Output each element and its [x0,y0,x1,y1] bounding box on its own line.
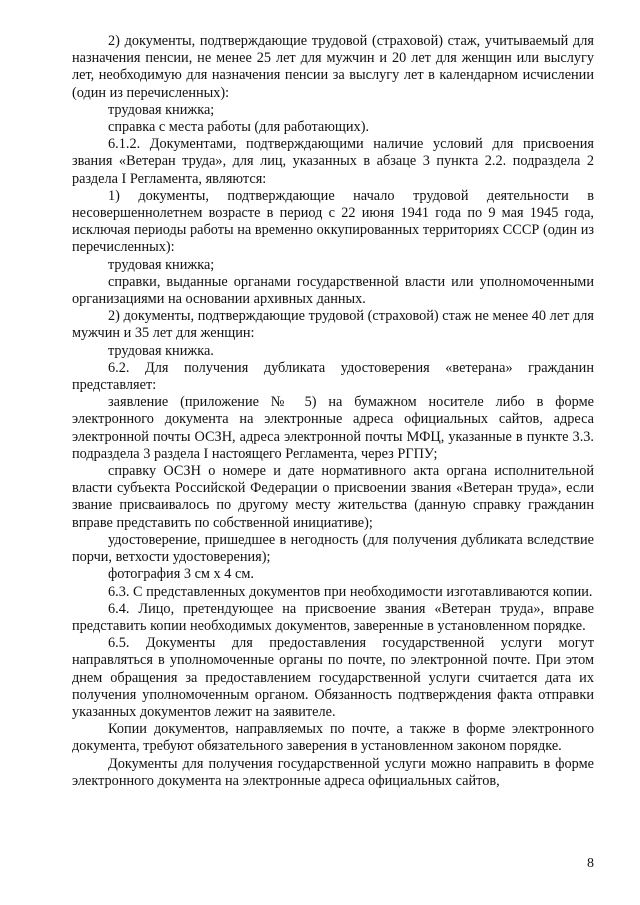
paragraph: трудовая книжка; [108,101,215,118]
document-body [72,33,594,790]
paragraph: 6.2. Для получения дубликата удостоверения «ветерана» гражданин представляет: [72,359,594,394]
paragraph: трудовая книжка; [108,256,215,273]
paragraph: 6.4. Лицо, претендующее на присвоение звания «Ветеран труда», вправе представить копии необходимых документов, заверенные в установленном порядке. [72,600,594,634]
page-number: 8 [587,856,594,871]
paragraph: справка с места работы (для работающих). [108,119,370,136]
paragraph: 6.3. С представленных документов при необходимости изготавливаются копии. [108,583,593,600]
paragraph: справку ОСЗН о номере и дате нормативного акта органа исполнительной власти субъекта Российской Федерации о присвоении звания «Ветеран труда», если звание присваивалось по другому месту жительства (данную справку гражданин вправе представить по собственной инициативе); [72,463,594,531]
paragraph: 6.1.2. Документами, подтверждающими наличие условий для присвоения звания «Ветеран труда», для лиц, указанных в абзаце 3 пункта 2.2. подраздела 2 раздела I Регламента, являются: [72,136,594,187]
paragraph: 6.5. Документы для предоставления государственной услуги могут направляться в уполномоченные органы по почте, по электронной почте. При этом днем обращения за предоставлением государственной услуги считается дата их получения уполномоченным органом. Обязанность подтверждения факта отправки указанных документов лежит на заявителе. [72,635,594,720]
paragraph: фотография 3 см х 4 см. [108,566,254,583]
paragraph: заявление (приложение № 5) на бумажном носителе либо в форме электронного документа на электронные адреса официальных сайтов, адреса электронной почты ОСЗН, адреса электронной почты МФЦ, указанные в пункте 3.3. подраздела 3 раздела I настоящего Регламента, через РГПУ; [72,394,594,462]
paragraph: Копии документов, направляемых по почте, а также в форме электронного документа, требуют обязательного заверения в установленном законом порядке. [72,721,594,755]
paragraph: 2) документы, подтверждающие трудовой (страховой) стаж не менее 40 лет для мужчин и 35 лет для женщин: [72,308,594,342]
paragraph: трудовая книжка. [108,342,214,359]
paragraph: 1) документы, подтверждающие начало трудовой деятельности в несовершеннолетнем возрасте в период с 22 июня 1941 года по 9 мая 1945 года, исключая периоды работы на временно оккупированных территориях СССР (один из перечисленных): [72,187,594,256]
paragraph: справки, выданные органами государственной власти или уполномоченными организациями на основании архивных данных. [72,273,594,308]
paragraph: удостоверение, пришедшее в негодность (для получения дубликата вследствие порчи, ветхости удостоверения); [72,531,594,566]
paragraph: 2) документы, подтверждающие трудовой (страховой) стаж, учитываемый для назначения пенсии, не менее 25 лет для мужчин и 20 лет для женщин или выслугу лет, необходимую для назначения пенсии за выслугу лет в календарном исчислении (один из перечисленных): [72,33,594,101]
paragraph: Документы для получения государственной услуги можно направить в форме электронного документа на электронные адреса официальных сайтов, [72,755,594,789]
